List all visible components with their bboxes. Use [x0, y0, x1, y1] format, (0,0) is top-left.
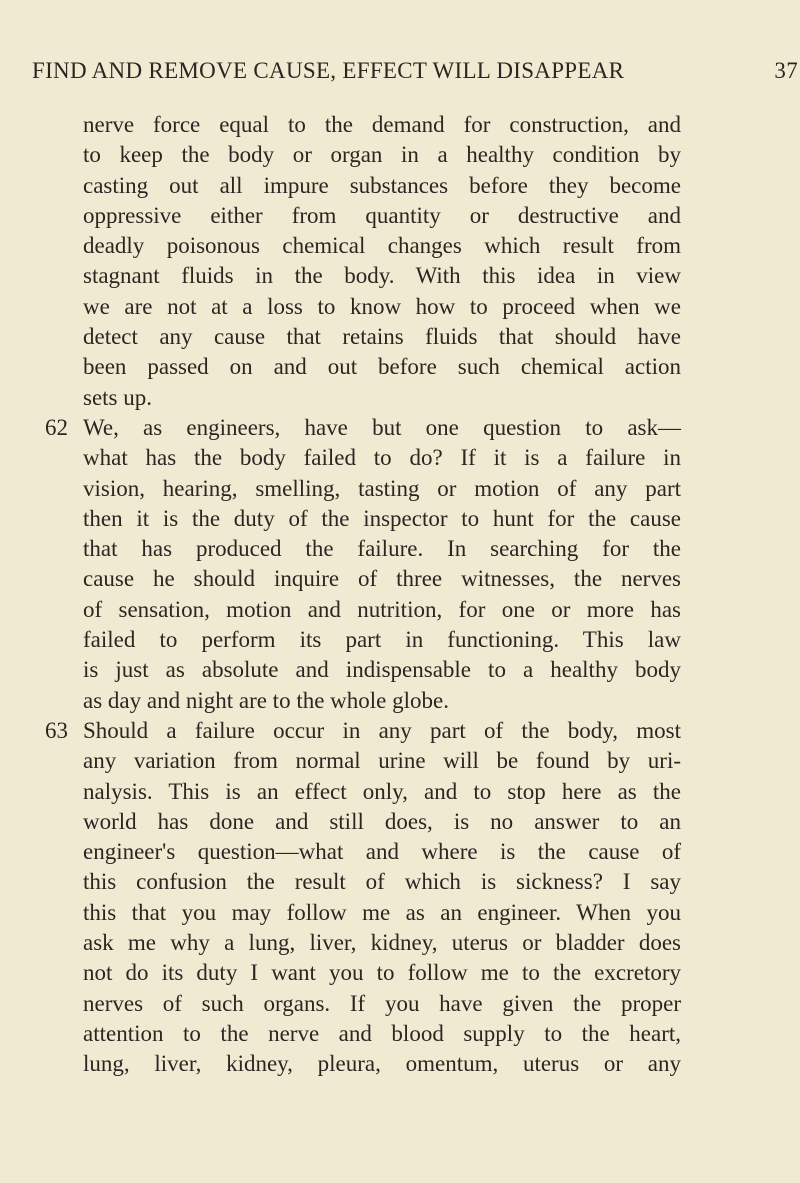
text-line: as day and night are to the whole globe. [83, 687, 449, 713]
text-line: nerves of such organs. If you have given the proper [83, 990, 681, 1016]
page-number: 37 [774, 58, 798, 83]
text-line: we are not at a loss to know how to proceed when we [83, 293, 681, 319]
text-line: sets up. [83, 384, 152, 410]
text-line: to keep the body or organ in a healthy condition by [83, 142, 681, 168]
text-line: of sensation, motion and nutrition, for one or more has [83, 596, 681, 622]
text-line: been passed on and out before such chemical action [83, 354, 681, 380]
text-line: any variation from normal urine will be found by uri- [83, 748, 681, 774]
text-line: casting out all impure substances before they become [83, 172, 681, 198]
text-line: world has done and still does, is no answer to an [83, 808, 681, 834]
text-line: engineer's question—what and where is the cause of [83, 839, 681, 865]
text-line: nerve force equal to the demand for construction, and [83, 112, 681, 137]
paragraph-number: 63 [45, 717, 68, 743]
text-line: that has produced the failure. In searching for the [83, 536, 681, 562]
text-line: We, as engineers, have but one question to ask— [83, 414, 681, 440]
text-line: deadly poisonous chemical changes which result from [83, 233, 681, 259]
text-line: attention to the nerve and blood supply to the heart, [83, 1020, 681, 1046]
text-line: oppressive either from quantity or destructive and [83, 202, 681, 228]
body-text [45, 110, 681, 1080]
text-line: is just as absolute and indispensable to a healthy body [83, 657, 681, 683]
text-line: vision, hearing, smelling, tasting or motion of any part [83, 475, 681, 501]
text-line: ask me why a lung, liver, kidney, uterus or bladder does [83, 930, 681, 956]
running-title: FIND AND REMOVE CAUSE, EFFECT WILL DISAPPEAR [32, 58, 625, 83]
paragraph-63 [45, 716, 681, 1080]
text-line: cause he should inquire of three witnesses, the nerves [83, 566, 681, 592]
running-head [32, 56, 800, 86]
text-line: lung, liver, kidney, pleura, omentum, uterus or any [83, 1051, 681, 1077]
text-line: this that you may follow me as an engineer. When you [83, 899, 681, 925]
text-line: what has the body failed to do? If it is a failure in [83, 445, 681, 471]
paragraph-62 [45, 413, 681, 716]
text-line: failed to perform its part in functioning. This law [83, 627, 681, 653]
paragraph-number: 62 [45, 414, 68, 440]
text-line: this confusion the result of which is sickness? I say [83, 869, 681, 895]
text-line: detect any cause that retains fluids that should have [83, 324, 681, 350]
text-line: then it is the duty of the inspector to hunt for the cause [83, 505, 681, 531]
text-line: not do its duty I want you to follow me to the excretory [83, 960, 681, 986]
text-line: Should a failure occur in any part of the body, most [83, 717, 681, 743]
text-line: nalysis. This is an effect only, and to stop here as the [83, 778, 681, 804]
text-line: stagnant fluids in the body. With this idea in view [83, 263, 681, 289]
paragraph [83, 110, 681, 413]
